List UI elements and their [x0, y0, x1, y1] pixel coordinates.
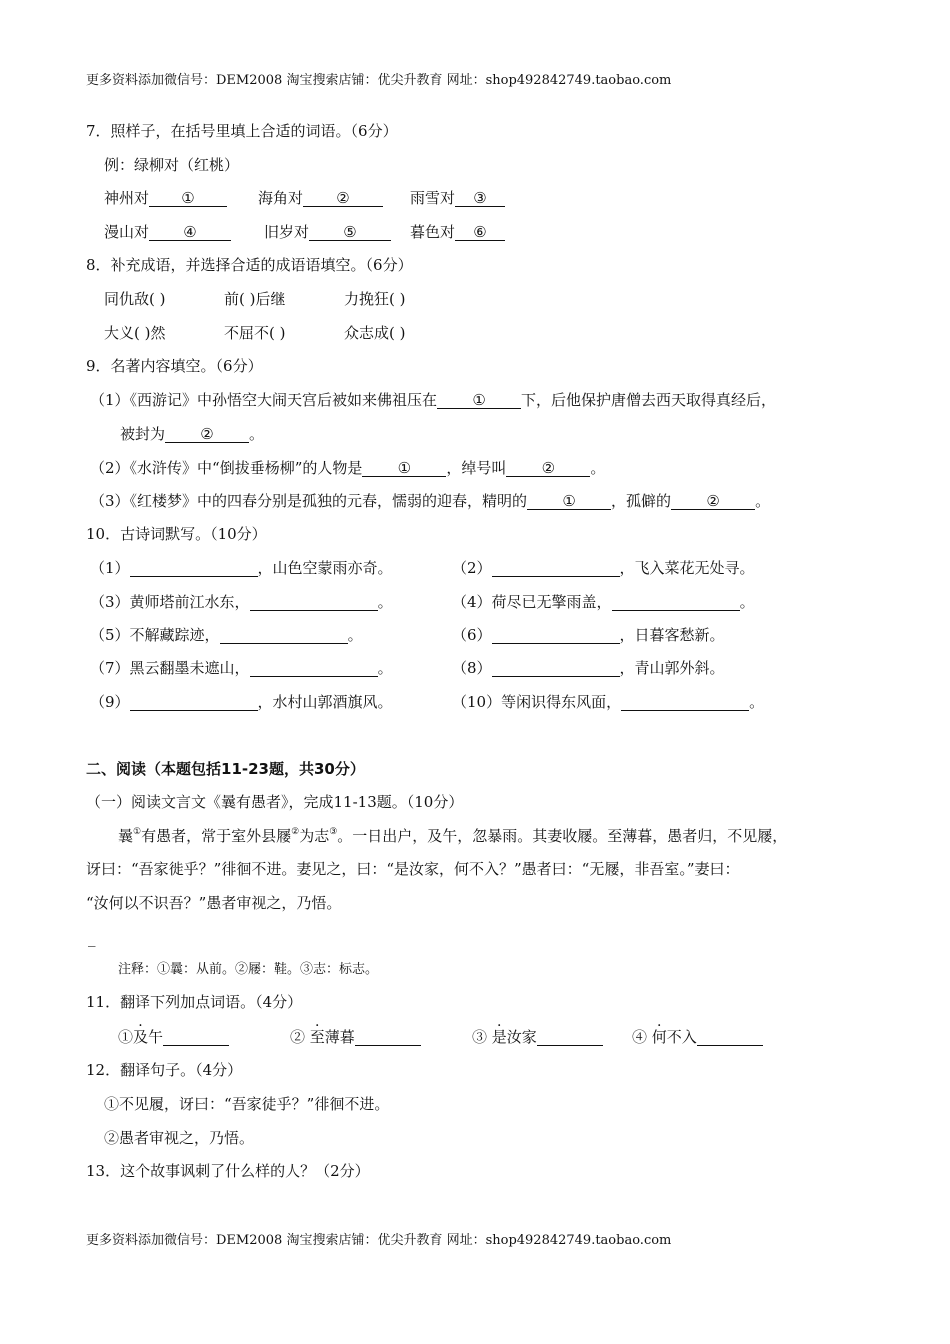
q10-item-1: （1） ，山色空蒙雨亦奇。	[90, 559, 393, 577]
annotation-note: 注释：①曩：从前。②屦：鞋。③志：标志。	[118, 962, 379, 977]
q7-example: 例：绿柳对（红桃）	[104, 156, 240, 174]
q11-item-3: ③ 是汝家	[472, 1027, 603, 1047]
q10-item-10: （10）等闲识得东风面， 。	[452, 693, 765, 711]
q9-blank-3[interactable]: ①	[362, 460, 446, 477]
q10-blank-4[interactable]	[612, 594, 740, 611]
q8-idiom-5: 不屈不( )	[224, 324, 286, 342]
q8-idiom-6: 众志成( )	[344, 324, 406, 342]
q10-item-8: （8） ，青山郭外斜。	[452, 659, 725, 677]
page-footer: 更多资料添加微信号：DEM2008 淘宝搜索店铺：优尖升教育 网址：shop492842749.taobao.com	[86, 1233, 672, 1248]
q9-blank-1[interactable]: ①	[437, 392, 521, 409]
q10-blank-8[interactable]	[492, 660, 620, 677]
q9-blank-4[interactable]: ②	[506, 460, 590, 477]
q7-item-4: 漫山对 ④	[104, 222, 231, 242]
q10-blank-9[interactable]	[130, 694, 258, 711]
q7-item-5: 旧岁对 ⑤	[264, 222, 391, 242]
q7-blank-1[interactable]: ①	[149, 190, 227, 207]
passage-line-2: 讶曰：“吾家徙乎？”徘徊不进。妻见之，曰：“是汝家，何不入？”愚者曰：“无屦，非吾室。”妻曰：	[86, 860, 740, 878]
q7-item-1: 神州对 ①	[104, 188, 227, 208]
q10-item-3: （3）黄师塔前江水东， 。	[90, 593, 393, 611]
q10-blank-1[interactable]	[130, 560, 258, 577]
q11-blank-1[interactable]	[163, 1029, 229, 1046]
q8-title: 8．补充成语，并选择合适的成语语填空。（6分）	[86, 256, 413, 274]
q10-blank-5[interactable]	[220, 627, 348, 644]
q8-idiom-2: 前( )后继	[224, 290, 286, 308]
q10-item-4: （4）荷尽已无擎雨盖， 。	[452, 593, 755, 611]
q11-blank-3[interactable]	[537, 1029, 603, 1046]
q7-item-2: 海角对 ②	[258, 188, 383, 208]
q7-blank-5[interactable]: ⑤	[309, 224, 391, 241]
emphasis-dot-char: 至	[309, 1028, 325, 1046]
q8-idiom-3: 力挽狂( )	[344, 290, 406, 308]
q10-title: 10．古诗词默写。（10分）	[86, 525, 267, 543]
q8-idiom-4: 大义( )然	[104, 324, 166, 342]
q10-item-5: （5）不解藏踪迹， 。	[90, 626, 363, 644]
q10-blank-2[interactable]	[492, 560, 620, 577]
q9-part-2: （2）《水浒传》中“倒拔垂杨柳”的人物是 ① ，绰号叫 ② 。	[90, 459, 606, 477]
q7-blank-3[interactable]: ③	[455, 190, 505, 207]
emphasis-dot-char: 及	[133, 1028, 149, 1046]
q13-title: 13．这个故事讽刺了什么样的人？（2分）	[86, 1162, 370, 1180]
q10-item-2: （2） ，飞入菜花无处寻。	[452, 559, 755, 577]
q9-part-1a: （1）《西游记》中孙悟空大闹天宫后被如来佛祖压在 ① 下，后他保护唐僧去西天取得真经后，	[90, 391, 777, 409]
dash-mark: _	[88, 929, 96, 947]
q11-item-2: ② 至薄暮	[290, 1027, 421, 1047]
q9-blank-5[interactable]: ①	[527, 493, 611, 510]
section2-title: 二、阅读（本题包括11-23题，共30分）	[86, 760, 365, 778]
q11-item-1: ①及午	[118, 1027, 229, 1047]
q11-blank-2[interactable]	[355, 1029, 421, 1046]
q12-sentence-2: ②愚者审视之，乃悟。	[104, 1129, 255, 1147]
q7-item-3: 雨雪对 ③	[410, 188, 505, 208]
q10-item-6: （6） ，日暮客愁新。	[452, 626, 725, 644]
q10-blank-6[interactable]	[492, 627, 620, 644]
q10-blank-3[interactable]	[250, 594, 378, 611]
q10-item-7: （7）黑云翻墨未遮山， 。	[90, 659, 393, 677]
q7-blank-4[interactable]: ④	[149, 224, 231, 241]
q7-item-6: 暮色对 ⑥	[410, 222, 505, 242]
emphasis-dot-char: 是	[491, 1028, 507, 1046]
passage-line-1: 曩①有愚者，常于室外县屦②为志③。一日出户，及午，忽暴雨。其妻收屦。至薄暮，愚者归，不见屦，	[118, 827, 788, 845]
page-header: 更多资料添加微信号：DEM2008 淘宝搜索店铺：优尖升教育 网址：shop492842749.taobao.com	[86, 73, 672, 88]
section2-subtitle: （一）阅读文言文《曩有愚者》，完成11-13题。（10分）	[86, 793, 464, 811]
q9-blank-6[interactable]: ②	[671, 493, 755, 510]
q9-blank-2[interactable]: ②	[165, 426, 249, 443]
q7-title: 7．照样子，在括号里填上合适的词语。（6分）	[86, 122, 398, 140]
q8-idiom-1: 同仇敌( )	[104, 290, 166, 308]
q7-blank-6[interactable]: ⑥	[455, 224, 505, 241]
passage-line-3: “汝何以不识吾？”愚者审视之，乃悟。	[86, 894, 342, 912]
emphasis-dot-char: 何	[651, 1028, 667, 1046]
q12-title: 12．翻译句子。（4分）	[86, 1061, 243, 1079]
q9-part-3: （3）《红楼梦》中的四春分别是孤独的元春，懦弱的迎春，精明的 ① ，孤僻的 ② 。	[90, 492, 771, 510]
q11-blank-4[interactable]	[697, 1029, 763, 1046]
q10-blank-7[interactable]	[250, 660, 378, 677]
q9-title: 9．名著内容填空。（6分）	[86, 357, 263, 375]
q10-item-9: （9） ，水村山郭酒旗风。	[90, 693, 393, 711]
q11-item-4: ④ 何不入	[632, 1027, 763, 1047]
q9-part-1b: 被封为 ② 。	[120, 425, 265, 443]
q10-blank-10[interactable]	[621, 694, 749, 711]
q12-sentence-1: ①不见履，讶曰：“吾家徒乎？”徘徊不进。	[104, 1095, 390, 1113]
q11-title: 11．翻译下列加点词语。（4分）	[86, 993, 303, 1011]
q7-blank-2[interactable]: ②	[303, 190, 383, 207]
